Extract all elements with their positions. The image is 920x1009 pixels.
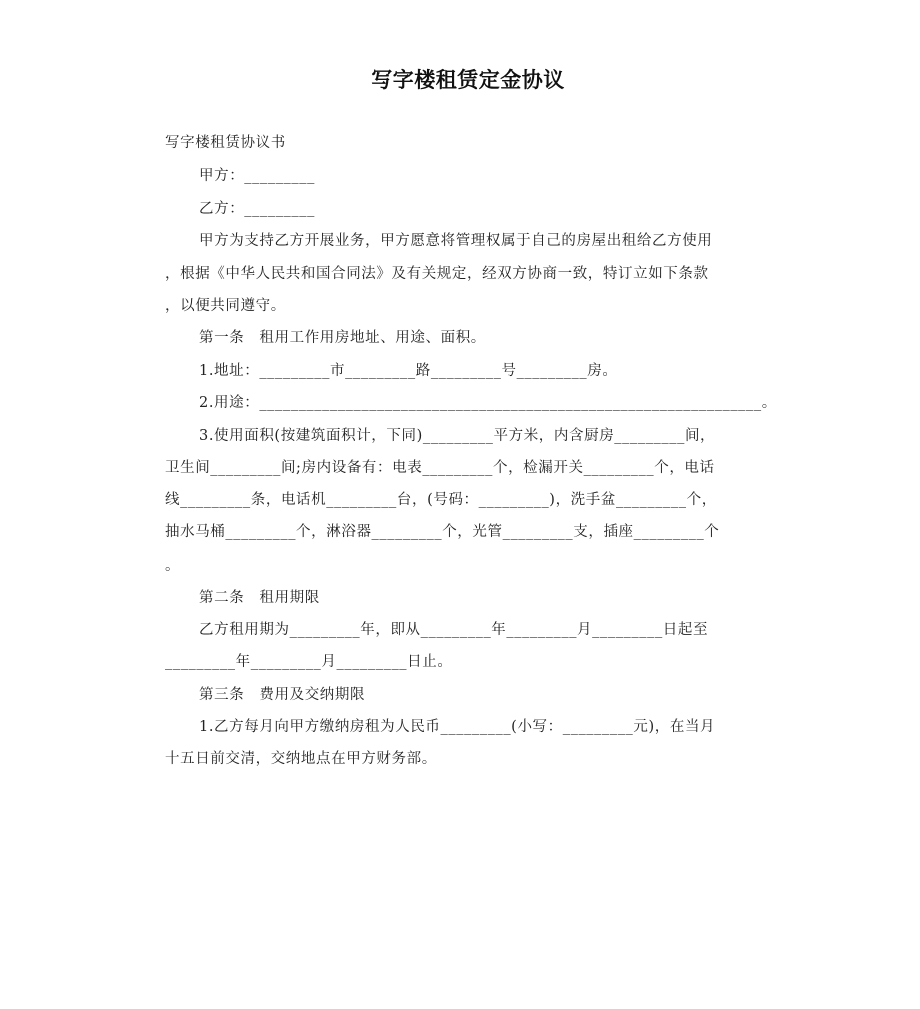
area-line-4: 抽水马桶_________个，淋浴器_________个，光管_________支，插座_________个 <box>165 524 720 540</box>
subtitle-line: 写字楼租赁协议书 <box>165 135 286 151</box>
area-line-3: 线_________条，电话机_________台，(号码：_________)，洗手盆_________个， <box>165 492 717 508</box>
usage-line: 2.用途：________________________________________________________________。 <box>199 395 777 411</box>
address-line: 1.地址：_________市_________路_________号_________房。 <box>199 363 618 379</box>
party-a-line: 甲方：_________ <box>199 168 315 184</box>
rent-line-1: 1.乙方每月向甲方缴纳房租为人民币_________(小写：_________元)，在当月 <box>199 719 716 735</box>
area-line-5: 。 <box>165 558 181 574</box>
article-3-heading: 第三条 费用及交纳期限 <box>199 687 366 703</box>
preamble-line-2: ，根据《中华人民共和国合同法》及有关规定，经双方协商一致，特订立如下条款 <box>165 266 709 282</box>
party-b-line: 乙方：_________ <box>199 201 315 217</box>
term-line-1: 乙方租用期为_________年，即从_________年_________月_________日起至 <box>199 622 709 638</box>
term-line-2: _________年_________月_________日止。 <box>165 654 453 670</box>
preamble-line-3: ，以便共同遵守。 <box>165 298 286 314</box>
document-title: 写字楼租赁定金协议 <box>371 68 565 92</box>
preamble-line-1: 甲方为支持乙方开展业务，甲方愿意将管理权属于自己的房屋出租给乙方使用 <box>199 233 713 249</box>
area-line-1: 3.使用面积(按建筑面积计，下同)_________平方米，内含厨房_________间， <box>199 428 716 444</box>
rent-line-2: 十五日前交清，交纳地点在甲方财务部。 <box>165 751 437 767</box>
area-line-2: 卫生间_________间;房内设备有：电表_________个，检漏开关_________个，电话 <box>165 460 715 476</box>
article-2-heading: 第二条 租用期限 <box>199 590 320 606</box>
article-1-heading: 第一条 租用工作用房地址、用途、面积。 <box>199 330 486 346</box>
